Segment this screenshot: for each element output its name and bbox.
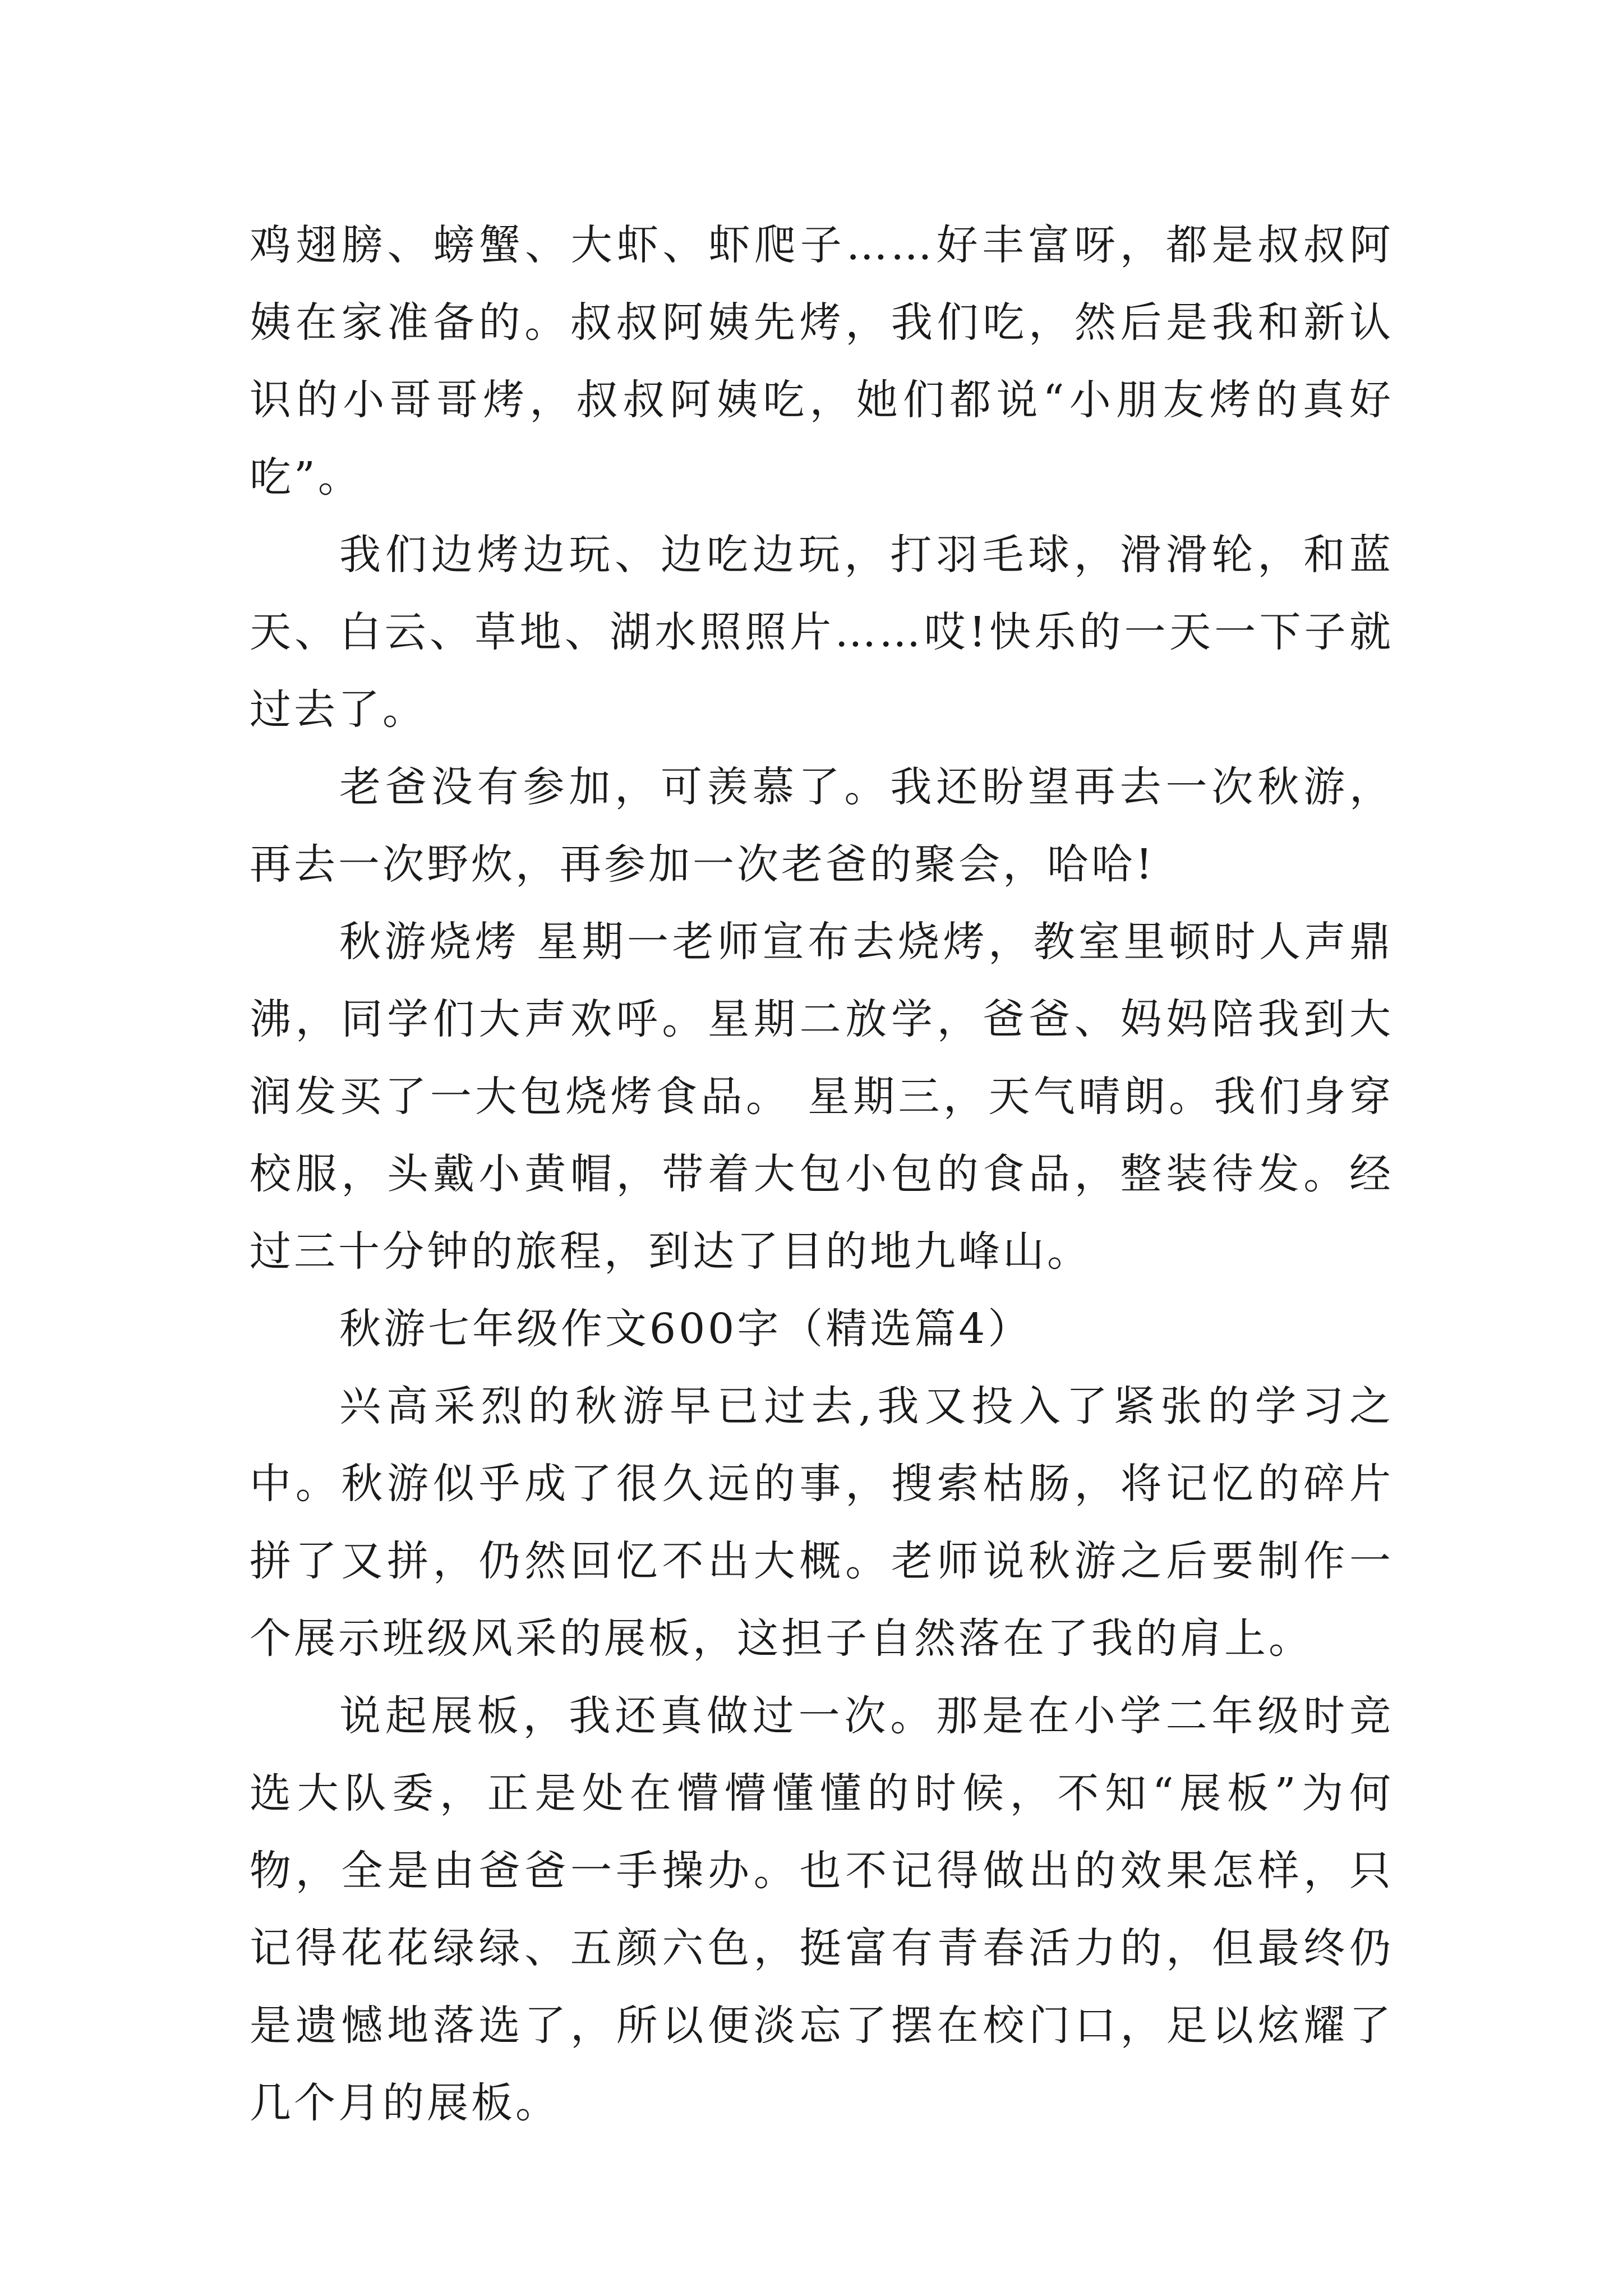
paragraph-1: 鸡翅膀、螃蟹、大虾、虾爬子……好丰富呀，都是叔叔阿姨在家准备的。叔叔阿姨先烤，我们吃，然后是我和新认识的小哥哥烤，叔叔阿姨吃，她们都说“小朋友烤的真好吃”。 <box>250 221 1394 501</box>
paragraph-4: 秋游烧烤 星期一老师宣布去烧烤，教室里顿时人声鼎沸，同学们大声欢呼。星期二放学，爸爸、妈妈陪我到大润发买了一大包烧烤食品。 星期三，天气晴朗。我们身穿校服，头戴小黄帽，带着大包小包的食品，整装待发。经过三十分钟的旅程，到达了目的地九峰山。 <box>250 918 1394 1276</box>
paragraph-6: 说起展板，我还真做过一次。那是在小学二年级时竞选大队委，正是处在懵懵懂懂的时候，不知“展板”为何物，全是由爸爸一手操办。也不记得做出的效果怎样，只记得花花绿绿、五颜六色，挺富有青春活力的，但最终仍是遗憾地落选了，所以便淡忘了摆在校门口，足以炫耀了几个月的展板。 <box>250 1692 1394 2127</box>
paragraph-5: 兴高采烈的秋游早已过去,我又投入了紧张的学习之中。秋游似乎成了很久远的事，搜索枯肠，将记忆的碎片拼了又拼，仍然回忆不出大概。老师说秋游之后要制作一个展示班级风采的展板，这担子自然落在了我的肩上。 <box>250 1382 1394 1663</box>
paragraph-3: 老爸没有参加，可羡慕了。我还盼望再去一次秋游，再去一次野炊，再参加一次老爸的聚会，哈哈! <box>250 763 1394 889</box>
document-body <box>250 206 1394 2142</box>
section-heading: 秋游七年级作文600字（精选篇4） <box>339 1305 1032 1353</box>
paragraph-2: 我们边烤边玩、边吃边玩，打羽毛球，滑滑轮，和蓝天、白云、草地、湖水照照片……哎!快乐的一天一下子就过去了。 <box>250 531 1394 734</box>
